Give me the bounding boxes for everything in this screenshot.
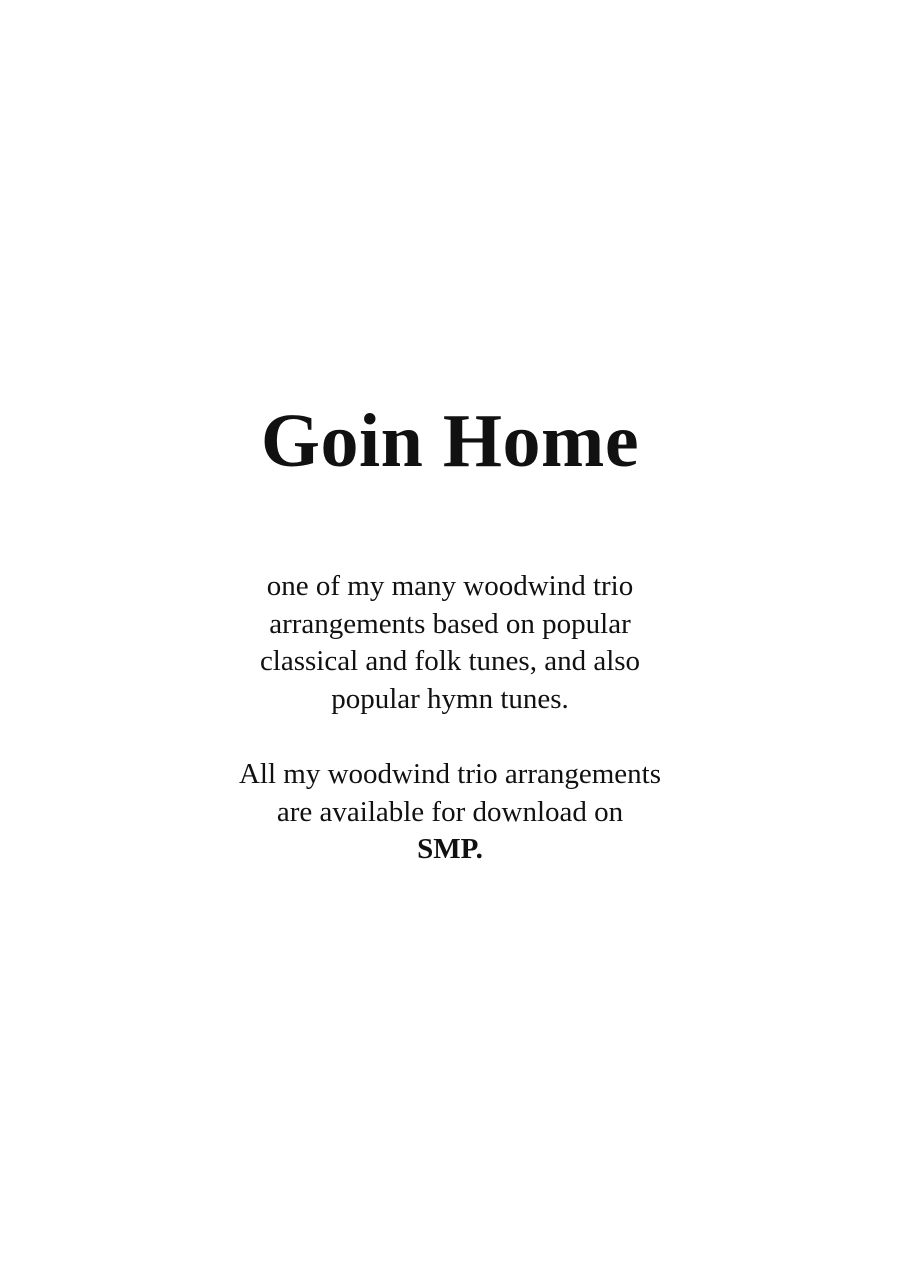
description-line: classical and folk tunes, and also: [259, 645, 641, 677]
description-line: arrangements based on popular: [269, 607, 631, 640]
page-title: Goin Home: [260, 399, 640, 483]
availability-line: All my woodwind trio arrangements: [238, 758, 662, 790]
site-name: SMP.: [417, 833, 483, 865]
availability-paragraph: [0, 756, 900, 869]
description-paragraph: [0, 568, 900, 718]
description-line: popular hymn tunes.: [331, 682, 569, 715]
description-line: one of my many woodwind trio: [266, 570, 634, 602]
availability-line: are available for download on: [276, 795, 624, 828]
